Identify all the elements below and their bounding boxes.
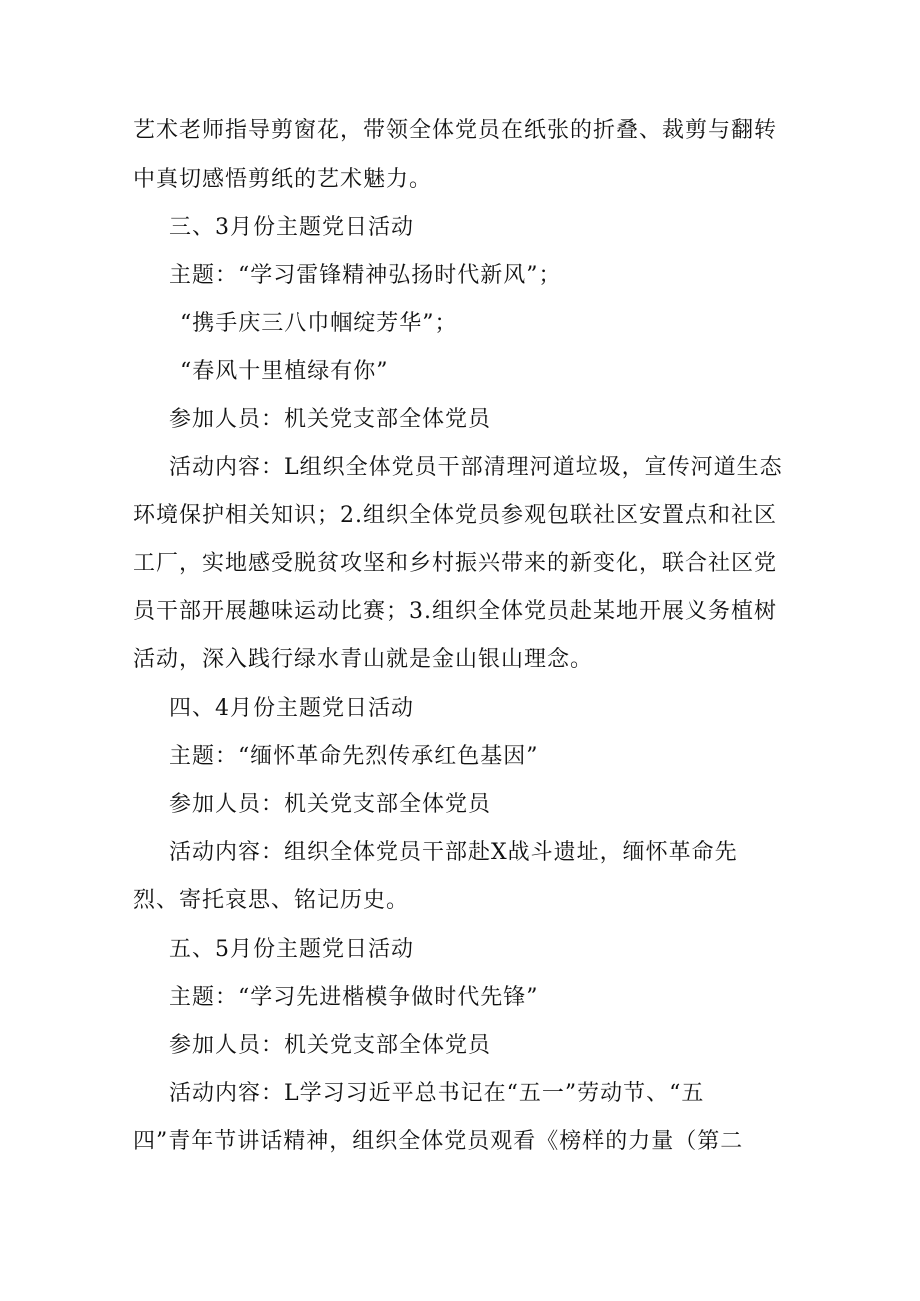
march-theme-line-3: “春风十里植绿有你” [180,359,389,384]
may-theme: 主题：“学习先进楷模争做时代先锋” [169,985,539,1010]
paragraph-line-2: 中真切感悟剪纸的艺术魅力。 [133,167,433,192]
april-content-line-1: 活动内容：组织全体党员干部赴X战斗遗址，缅怀革命先 [169,840,738,865]
april-theme: 主题：“缅怀革命先烈传承红色基因” [169,744,539,769]
march-participants: 参加人员：机关党支部全体党员 [169,407,492,432]
march-theme-line-1: 主题：“学习雷锋精神弘扬时代新风”； [169,263,562,288]
section-heading-may: 五、5月份主题党日活动 [169,937,414,962]
paragraph-line-1: 艺术老师指导剪窗花，带领全体党员在纸张的折叠、裁剪与翻转 [133,118,778,143]
may-content-line-2: 四”青年节讲话精神，组织全体党员观看《榜样的力量（第二 [133,1129,744,1154]
march-theme-line-2: “携手庆三八巾帼绽芳华”； [180,311,458,336]
section-heading-march: 三、3月份主题党日活动 [169,215,414,240]
april-content-line-2: 烈、寄托哀思、铭记历史。 [133,888,410,913]
april-participants: 参加人员：机关党支部全体党员 [169,792,492,817]
march-content-line-5: 活动，深入践行绿水青山就是金山银山理念。 [133,647,594,672]
march-content-line-3: 工厂，实地感受脱贫攻坚和乡村振兴带来的新变化，联合社区党 [133,551,778,576]
may-participants: 参加人员：机关党支部全体党员 [169,1033,492,1058]
march-content-line-4: 员干部开展趣味运动比赛；3.组织全体党员赴某地开展义务植树 [133,599,777,624]
march-content-line-1: 活动内容：L组织全体党员干部清理河道垃圾，宣传河道生态 [169,455,783,480]
section-heading-april: 四、4月份主题党日活动 [169,696,414,721]
march-content-line-2: 环境保护相关知识；2.组织全体党员参观包联社区安置点和社区 [133,503,777,528]
may-content-line-1: 活动内容：L学习习近平总书记在“五一”劳动节、“五 [169,1081,705,1106]
